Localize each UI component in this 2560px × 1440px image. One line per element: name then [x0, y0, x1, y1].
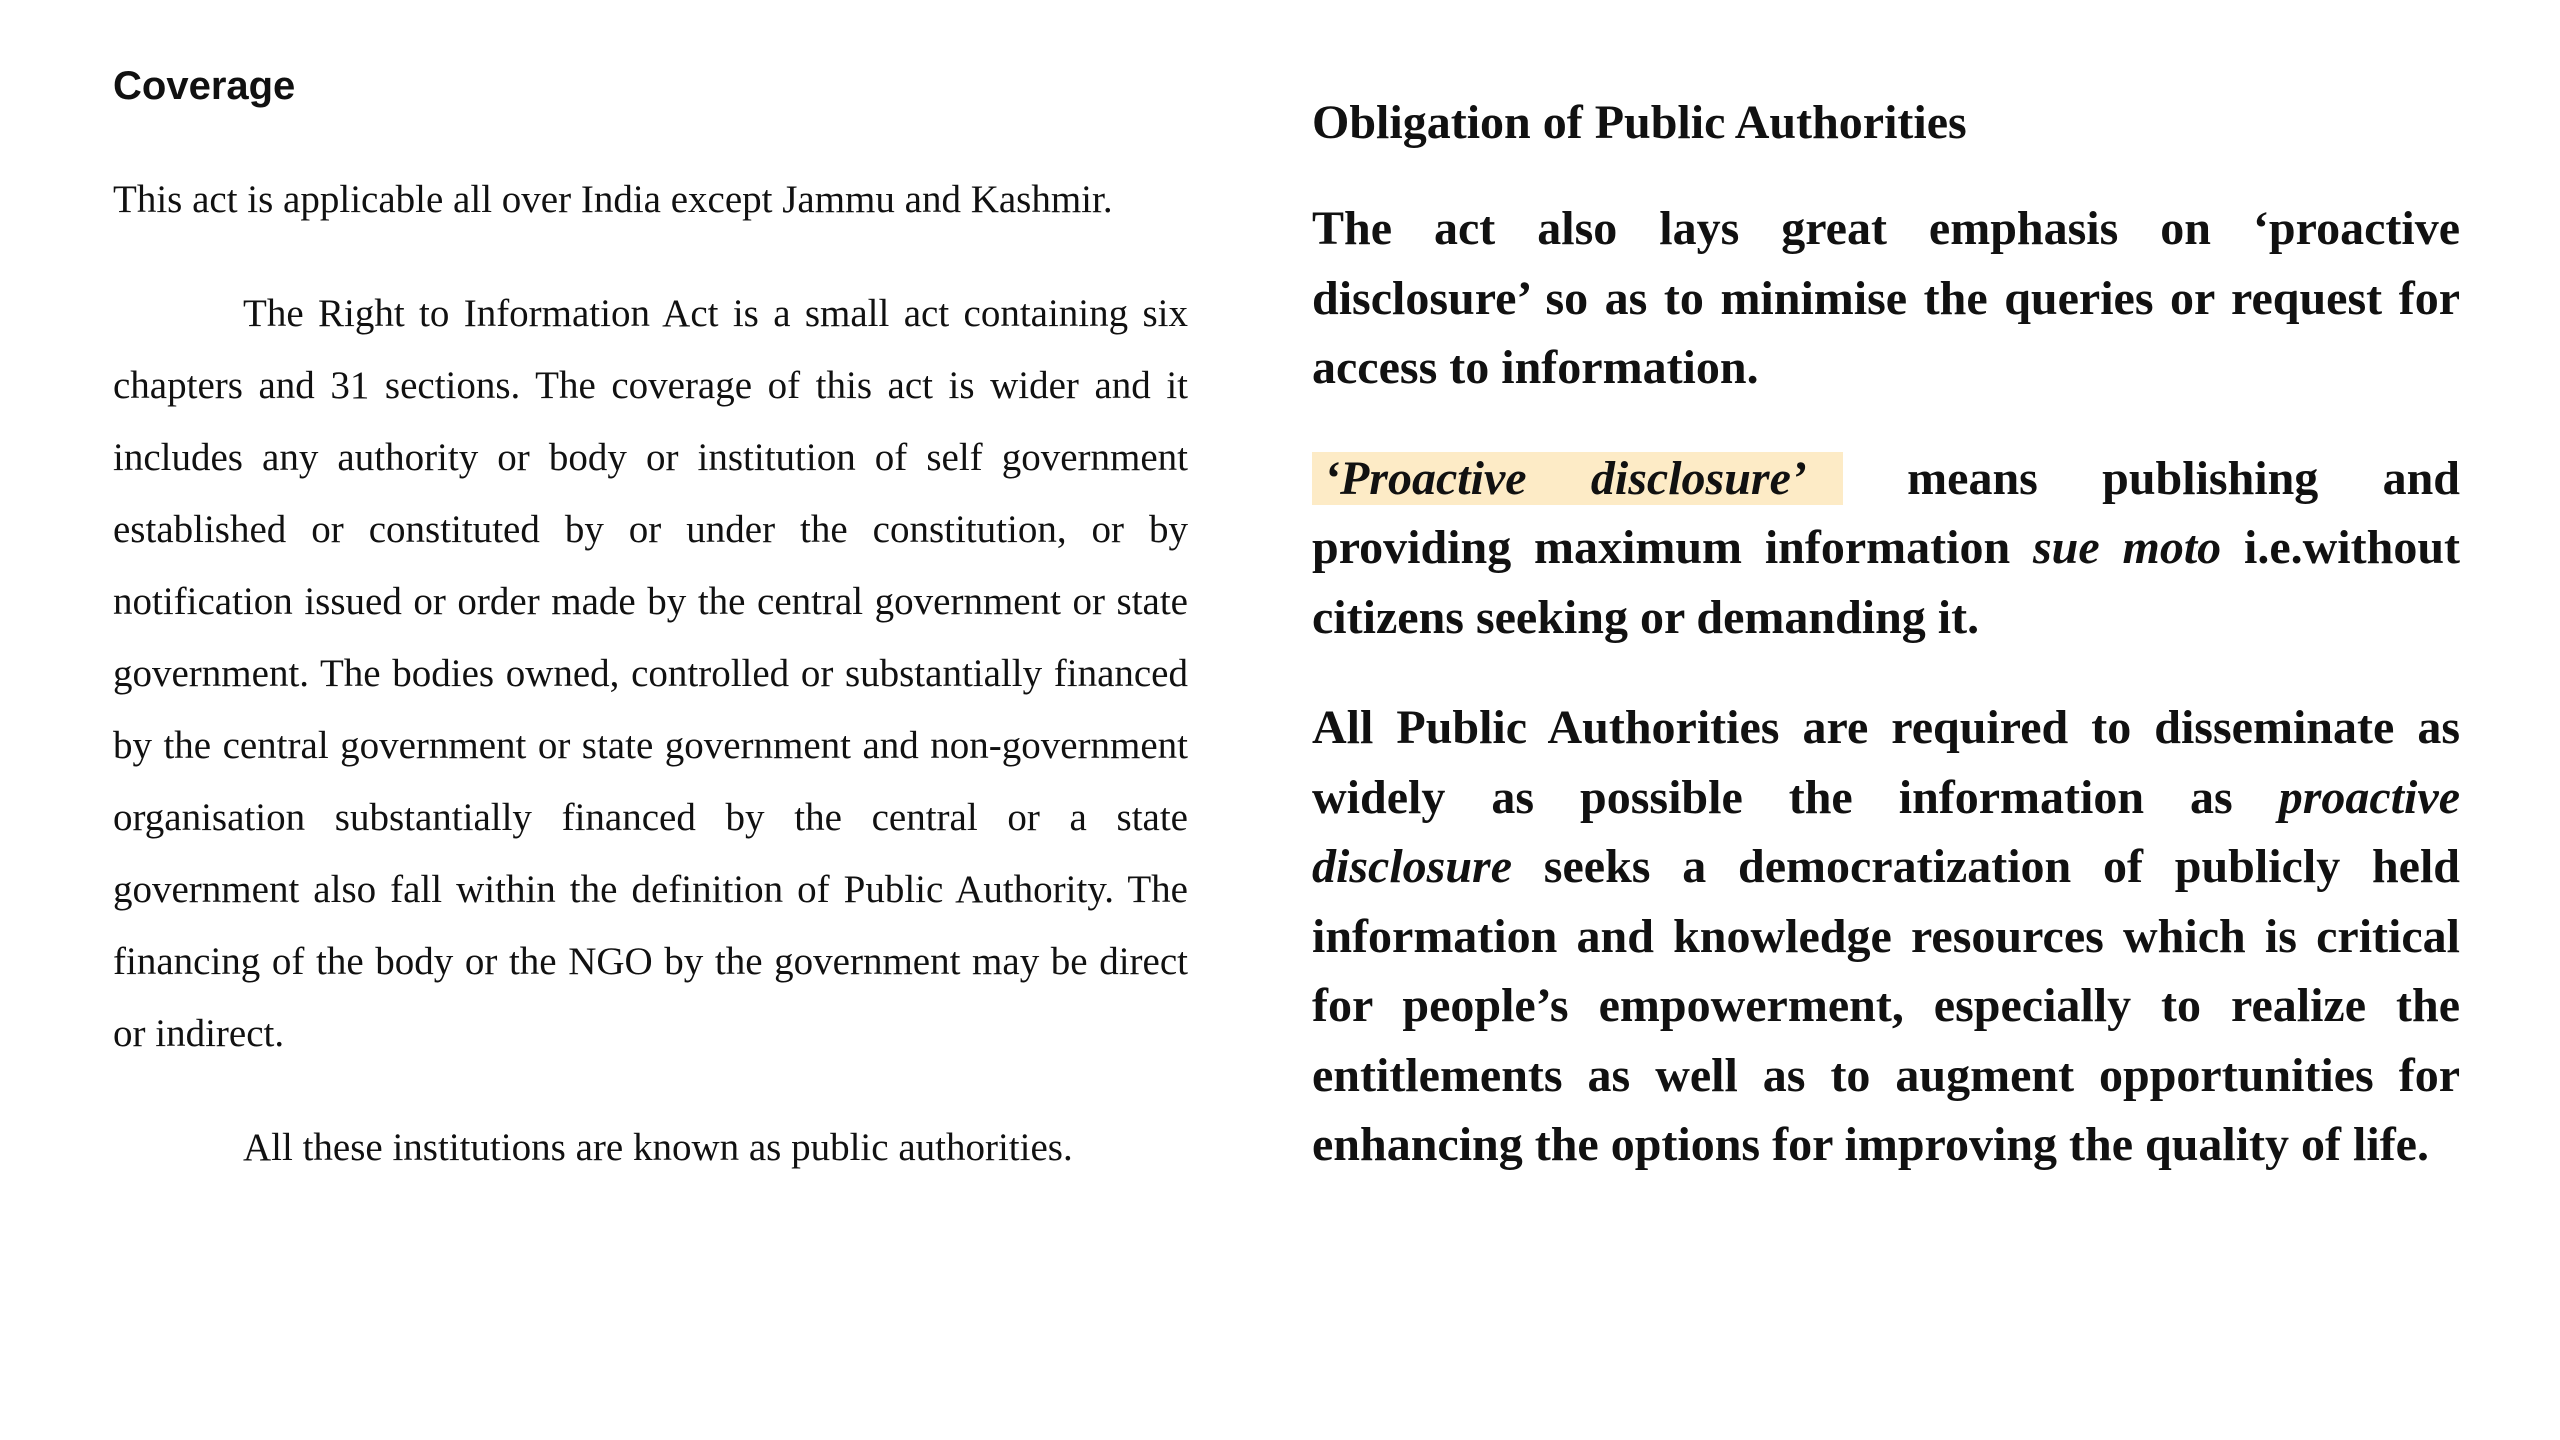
obligation-paragraph-3: [1312, 693, 2460, 1180]
obligation-paragraph-1: The act also lays great emphasis on ‘proactive disclosure’ so as to minimise the queries or request for access to information.: [1312, 202, 2460, 394]
obligation-paragraph-2-text-b: i.e.without citizens seeking or demanding it.: [1312, 521, 2460, 644]
coverage-paragraph-2: The Right to Information Act is a small act containing six chapters and 31 sections. The coverage of this act is wider and it includes any authority or body or institution of self government established or constituted by or under the constitution, or by notification issued or order made by the central government or state government. The bodies owned, controlled or substantially financed by the central government or state government and non-government organisation substantially financed by the central or a state government also fall within the definition of Public Authority. The financing of the body or the NGO by the government may be direct or indirect.: [113, 292, 1188, 1055]
left-column: [113, 58, 1188, 1184]
obligation-paragraph-3-italic: proactive disclosure: [1312, 770, 2460, 893]
obligation-paragraph-2-text-a: means publishing and providing maximum information: [1312, 451, 2460, 574]
obligation-heading: Obligation of Public Authorities: [1312, 96, 1967, 149]
highlighted-term: ‘Proactive disclosure’: [1312, 452, 1843, 505]
right-column: [1312, 90, 2460, 1180]
obligation-paragraph-3-text-b: seeks a democratization of publicly held information and knowledge resources which is critical for people’s empowerment, especially to realize the entitlements as well as to augment opportunities for enhancing the options for improving the quality of life.: [1312, 840, 2460, 1171]
obligation-paragraph-3-text-a: All Public Authorities are required to disseminate as widely as possible the information as: [1312, 701, 2460, 824]
coverage-paragraph-3: All these institutions are known as public authorities.: [243, 1126, 1073, 1169]
obligation-paragraph-2-italic: sue moto: [2032, 521, 2222, 574]
coverage-paragraph-1: This act is applicable all over India except Jammu and Kashmir.: [113, 178, 1113, 221]
coverage-heading: Coverage: [113, 64, 296, 108]
obligation-paragraph-2: [1312, 444, 2460, 653]
